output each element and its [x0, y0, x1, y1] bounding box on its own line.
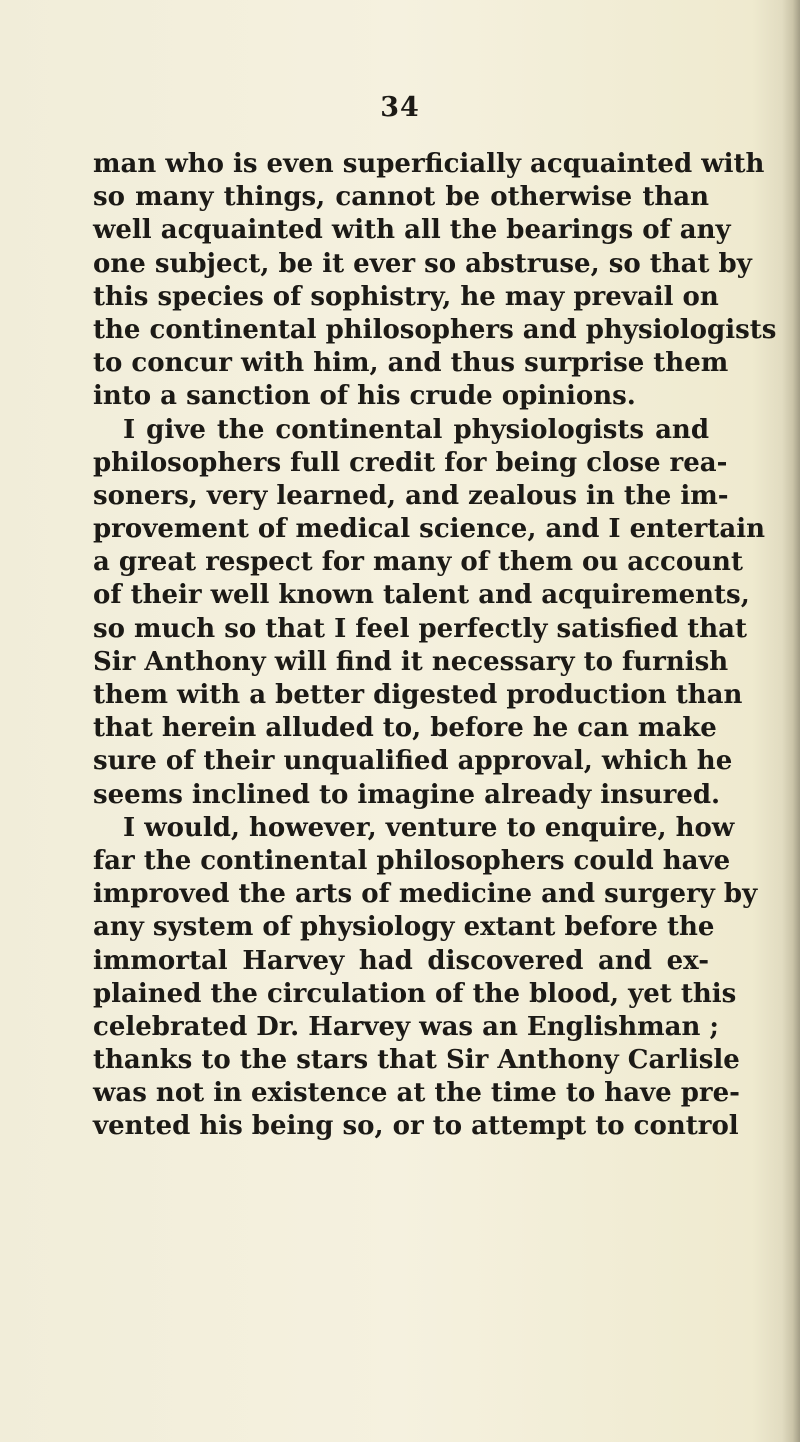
text-line: this species of sophistry, he may prevail on [93, 281, 719, 312]
text-line: improved the arts of medicine and surgery by [93, 879, 758, 910]
text-line: immortal Harvey had discovered and ex- [93, 945, 709, 976]
text-line: I would, however, venture to enquire, how [123, 812, 735, 843]
body-text [93, 148, 777, 1144]
text-line: philosophers full credit for being close rea- [93, 447, 728, 478]
text-line: plained the circulation of the blood, yet this [93, 978, 737, 1009]
text-line: soners, very learned, and zealous in the im- [93, 480, 729, 511]
text-line: vented his being so, or to attempt to control [93, 1111, 739, 1142]
text-line: sure of their unqualified approval, which he [93, 746, 733, 777]
text-line: far the continental philosophers could have [93, 845, 731, 876]
text-line: the continental philosophers and physiologists [93, 314, 777, 345]
page-number: 34 [380, 92, 420, 123]
text-line: to concur with him, and thus surprise them [93, 348, 729, 379]
text-line: Sir Anthony will find it necessary to furnish [93, 646, 729, 677]
text-line: thanks to the stars that Sir Anthony Carlisle [93, 1045, 740, 1076]
page-edge-shadow [782, 0, 800, 1442]
text-line: well acquainted with all the bearings of any [93, 215, 731, 246]
text-line: so much so that I feel perfectly satisfied that [93, 613, 747, 644]
text-line: of their well known talent and acquirements, [93, 580, 750, 611]
text-line: man who is even superficially acquainted with [93, 149, 765, 179]
text-line: was not in existence at the time to have pre- [93, 1078, 740, 1109]
text-line: I give the continental physiologists and [123, 414, 709, 445]
text-line: a great respect for many of them ou account [93, 547, 743, 578]
text-line: any system of physiology extant before the [93, 912, 715, 943]
text-line: into a sanction of his crude opinions. [93, 381, 636, 412]
text-line: so many things, cannot be otherwise than [93, 182, 709, 213]
text-line: provement of medical science, and I entertain [93, 514, 765, 545]
text-line: that herein alluded to, before he can make [93, 713, 717, 744]
text-line: celebrated Dr. Harvey was an Englishman ; [93, 1011, 720, 1042]
text-line: them with a better digested production than [93, 680, 743, 710]
text-line: one subject, be it ever so abstruse, so that by [93, 248, 752, 279]
text-line: seems inclined to imagine already insured. [93, 779, 721, 810]
